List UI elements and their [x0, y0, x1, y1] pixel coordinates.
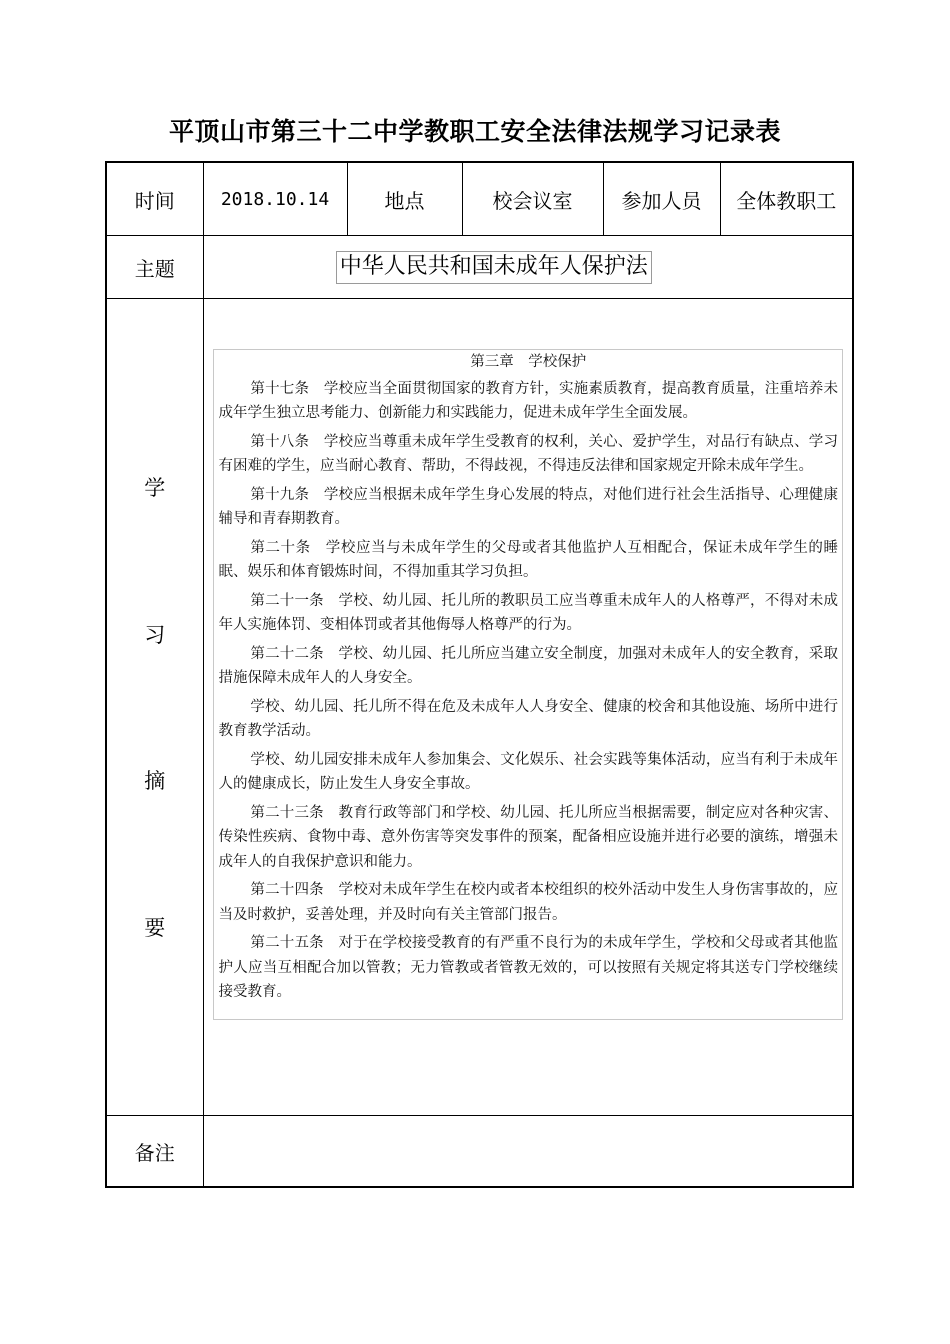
- notes-value: [203, 1116, 853, 1188]
- notes-row: [106, 1116, 853, 1188]
- header-row: [106, 162, 853, 236]
- attendees-value: 全体教职工: [720, 162, 853, 236]
- article-paragraph: 第二十一条 学校、幼儿园、托儿所的教职员工应当尊重未成年人的人格尊严，不得对未成年人实施体罚、变相体罚或者其他侮辱人格尊严的行为。: [218, 592, 838, 633]
- topic-label: 主题: [106, 236, 203, 299]
- page-title: 平顶山市第三十二中学教职工安全法律法规学习记录表: [168, 117, 781, 146]
- article-paragraph: 学校、幼儿园、托儿所不得在危及未成年人人身安全、健康的校舍和其他设施、场所中进行教育教学活动。: [218, 698, 838, 739]
- topic-cell: [203, 236, 853, 299]
- study-label-cell: [106, 299, 203, 1116]
- article-paragraph: 第二十二条 学校、幼儿园、托儿所应当建立安全制度，加强对未成年人的安全教育，采取措施保障未成年人的人身安全。: [218, 645, 838, 686]
- place-label: 地点: [347, 162, 462, 236]
- study-content-cell: [203, 299, 853, 1116]
- article-paragraph: 学校、幼儿园安排未成年人参加集会、文化娱乐、社会实践等集体活动，应当有利于未成年人的健康成长，防止发生人身安全事故。: [218, 751, 838, 792]
- law-excerpt: [213, 349, 844, 1020]
- attendees-label: 参加人员: [603, 162, 720, 236]
- notes-label: 备注: [106, 1116, 203, 1188]
- article-paragraph: 第二十三条 教育行政等部门和学校、幼儿园、托儿所应当根据需要，制定应对各种灾害、传染性疾病、食物中毒、意外伤害等突发事件的预案，配备相应设施并进行必要的演练，增强未成年人的自我保护意识和能力。: [218, 804, 838, 870]
- topic-row: [106, 236, 853, 299]
- article-paragraph: 第十八条 学校应当尊重未成年学生受教育的权利，关心、爱护学生，对品行有缺点、学习有困难的学生，应当耐心教育、帮助，不得歧视，不得违反法律和国家规定开除未成年学生。: [218, 433, 838, 474]
- study-label-char: 摘: [144, 769, 166, 794]
- time-label: 时间: [106, 162, 203, 236]
- record-table: [105, 161, 854, 1188]
- study-label-char: 要: [144, 915, 166, 940]
- study-label-char: 学: [144, 476, 166, 500]
- study-row: [106, 299, 853, 1116]
- chapter-heading: 第三章 学校保护: [470, 354, 587, 370]
- study-label: [107, 472, 203, 942]
- study-label-char: 习: [144, 622, 166, 647]
- article-paragraph: 第二十五条 对于在学校接受教育的有严重不良行为的未成年学生，学校和父母或者其他监护人应当互相配合加以管教；无力管教或者管教无效的，可以按照有关规定将其送专门学校继续接受教育。: [218, 935, 838, 1000]
- article-paragraph: 第二十条 学校应当与未成年学生的父母或者其他监护人互相配合，保证未成年学生的睡眠、娱乐和体育锻炼时间，不得加重其学习负担。: [218, 539, 838, 580]
- time-value: 2018.10.14: [203, 162, 347, 236]
- place-value: 校会议室: [462, 162, 603, 236]
- article-paragraph: 第十七条 学校应当全面贯彻国家的教育方针，实施素质教育，提高教育质量，注重培养未成年学生独立思考能力、创新能力和实践能力，促进未成年学生全面发展。: [218, 380, 838, 421]
- article-paragraph: 第二十四条 学校对未成年学生在校内或者本校组织的校外活动中发生人身伤害事故的，应当及时救护，妥善处理，并及时向有关主管部门报告。: [218, 882, 838, 923]
- topic-value: 中华人民共和国未成年人保护法: [336, 251, 652, 284]
- article-paragraph: 第十九条 学校应当根据未成年学生身心发展的特点，对他们进行社会生活指导、心理健康辅导和青春期教育。: [218, 486, 838, 527]
